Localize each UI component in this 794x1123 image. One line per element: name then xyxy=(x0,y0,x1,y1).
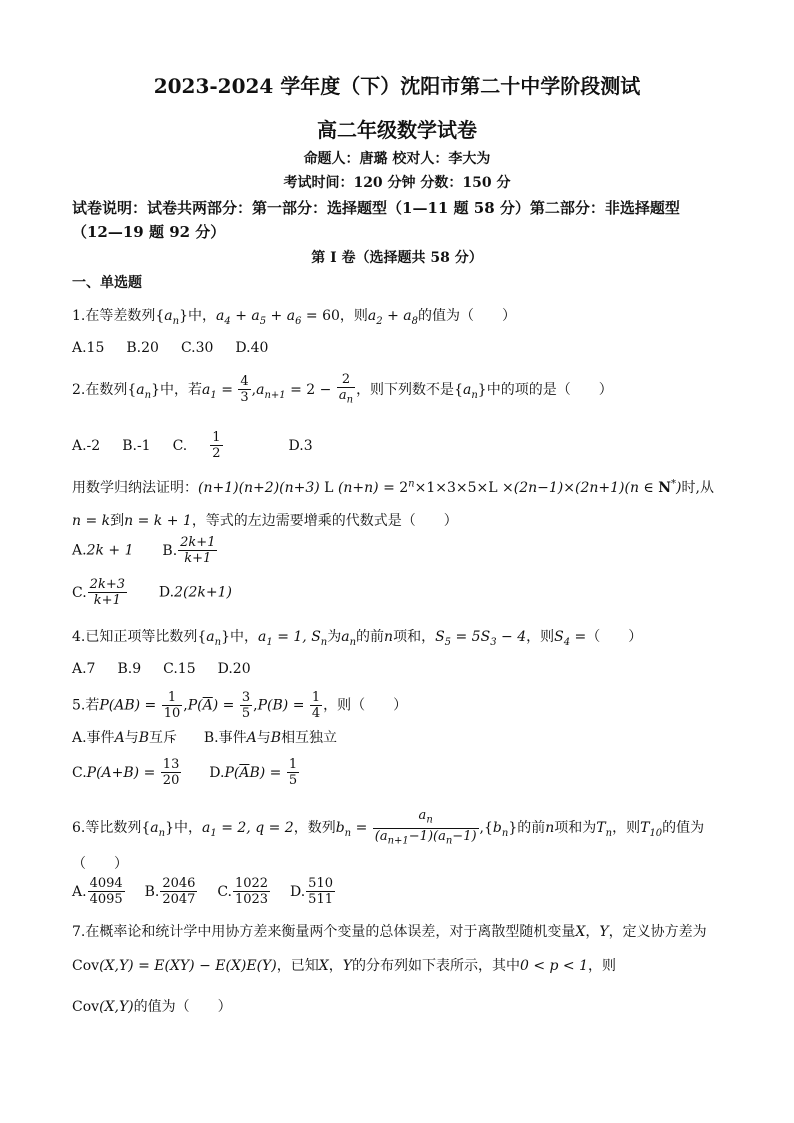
option[interactable]: D. $\frac{510}{511}$ xyxy=(289,876,333,907)
question-2-options xyxy=(72,430,335,461)
question-4-stem: 4.已知正项等比数列$\{a_n\}$中，$a_1 = 1$, $S_n$为$a_n$的前n项和，$S_5 = 5S_3 - 4$，则$S_4$ =（ ） xyxy=(72,629,643,648)
question-6-paren: （ ） xyxy=(72,856,128,872)
question-3-stem-cont: n = k到n = k + 1，等式的左边需要增乘的代数式是（ ） xyxy=(72,513,458,529)
option[interactable]: B.-1 xyxy=(122,437,151,454)
option[interactable]: B.9 xyxy=(117,661,142,677)
option[interactable]: D.3 xyxy=(288,437,313,454)
option[interactable]: C.30 xyxy=(180,340,214,356)
option[interactable]: B. $\frac{2046}{2047}$ xyxy=(144,876,196,907)
instructions-line-2: （12—19 题 92 分） xyxy=(72,223,226,241)
option[interactable]: $D.P(\overline{A}B)$ = $\frac{1}{5}$ xyxy=(209,757,298,788)
option[interactable]: B. $\frac{2k+1}{k+1}$ xyxy=(162,535,216,566)
option[interactable]: C.15 xyxy=(163,661,196,677)
question-3-options-row1 xyxy=(72,535,218,566)
question-6-stem: 6.等比数列$\{a_n\}$中，$a_1 = 2$, q = 2，数列$b_n$ = $\frac{a_n}{(a_{n+1}-1)(a_n-1)}$ $,\{b_n\}$的前n项和为$T_n$，则$T_{10}$的值为 xyxy=(72,808,705,847)
option[interactable]: A.2k + 1 xyxy=(72,542,134,559)
question-3-options-row2 xyxy=(72,577,232,608)
option[interactable]: D.40 xyxy=(235,340,269,356)
exam-subtitle: 高二年级数学试卷 xyxy=(317,118,477,142)
option[interactable]: C. $\frac{2k+3}{k+1}$ xyxy=(72,577,125,608)
question-1-options xyxy=(72,340,290,356)
section-title: 第 I 卷（选择题共 58 分） xyxy=(311,250,483,266)
option[interactable]: D.2(2k+1) xyxy=(158,584,232,601)
option[interactable]: A. $\frac{4094}{4095}$ xyxy=(72,876,123,907)
question-5-options-row2 xyxy=(72,757,300,788)
time-score-line: 考试时间：120 分钟 分数：150 分 xyxy=(283,175,511,191)
option[interactable]: A.-2 xyxy=(72,437,101,454)
question-7-stem-end: Cov(X,Y)的值为（ ） xyxy=(72,999,232,1015)
question-4-options xyxy=(72,661,273,677)
question-7-stem-cont: Cov(X,Y) = E(XY) − E(X)E(Y)，已知X，Y的分布列如下表所示，其中0 < p < 1，则 xyxy=(72,958,617,974)
question-2-stem: 2.在数列$\{a_n\}$中，若$a_1$ = $\frac{4}{3}$ $,a_{n+1} = 2$ − $\frac{2}{a_n}$ ，则下列数不是$\{a_n\}$中的项的是（ ） xyxy=(72,372,613,406)
option[interactable]: A.7 xyxy=(72,661,96,677)
option[interactable]: A.事件A与B互斥 xyxy=(72,730,177,746)
option[interactable]: D.20 xyxy=(217,661,251,677)
question-7-stem: 7.在概率论和统计学中用协方差来衡量两个变量的总体误差，对于离散型随机变量X，Y，定义协方差为 xyxy=(72,924,707,940)
part-title: 一、单选题 xyxy=(72,275,142,291)
question-5-options-row1 xyxy=(72,727,337,747)
option[interactable]: C. $\frac{1022}{1023}$ xyxy=(217,876,269,907)
question-5-stem: 5.若P(AB) = $\frac{1}{10}$ $,P(\overline{A})$ = $\frac{3}{5}$ ,P(B) = $\frac{1}{4}$ ，则（ ） xyxy=(72,690,408,721)
option[interactable]: C.P(A+B) = $\frac{13}{20}$ xyxy=(72,757,180,788)
question-3-stem: 用数学归纳法证明：(n+1)(n+2)(n+3) L $(n+n) = 2^n\times 1\times 3\times 5\times L \times(2n-1)\times(2n+1)(n$ ∈ N*)时,从 xyxy=(72,478,714,496)
exam-title: 2023-2024 学年度（下）沈阳市第二十中学阶段测试 xyxy=(153,74,641,98)
option[interactable]: A.15 xyxy=(72,340,105,356)
instructions-line-1: 试卷说明：试卷共两部分：第一部分：选择题型（1—11 题 58 分）第二部分：非选择题型 xyxy=(72,199,680,217)
question-6-options xyxy=(72,876,336,907)
question-1-stem: 1.在等差数列$\{a_n\}$中，$a_4 + a_5 + a_6 = 60$，则$a_2 + a_8$的值为（ ） xyxy=(72,308,517,327)
option[interactable]: B.事件A与B相互独立 xyxy=(203,730,338,746)
option[interactable]: B.20 xyxy=(126,340,159,356)
option[interactable]: C. $\frac{1}{2}$ xyxy=(172,430,221,461)
authors-line: 命题人：唐璐 校对人：李大为 xyxy=(303,151,491,167)
